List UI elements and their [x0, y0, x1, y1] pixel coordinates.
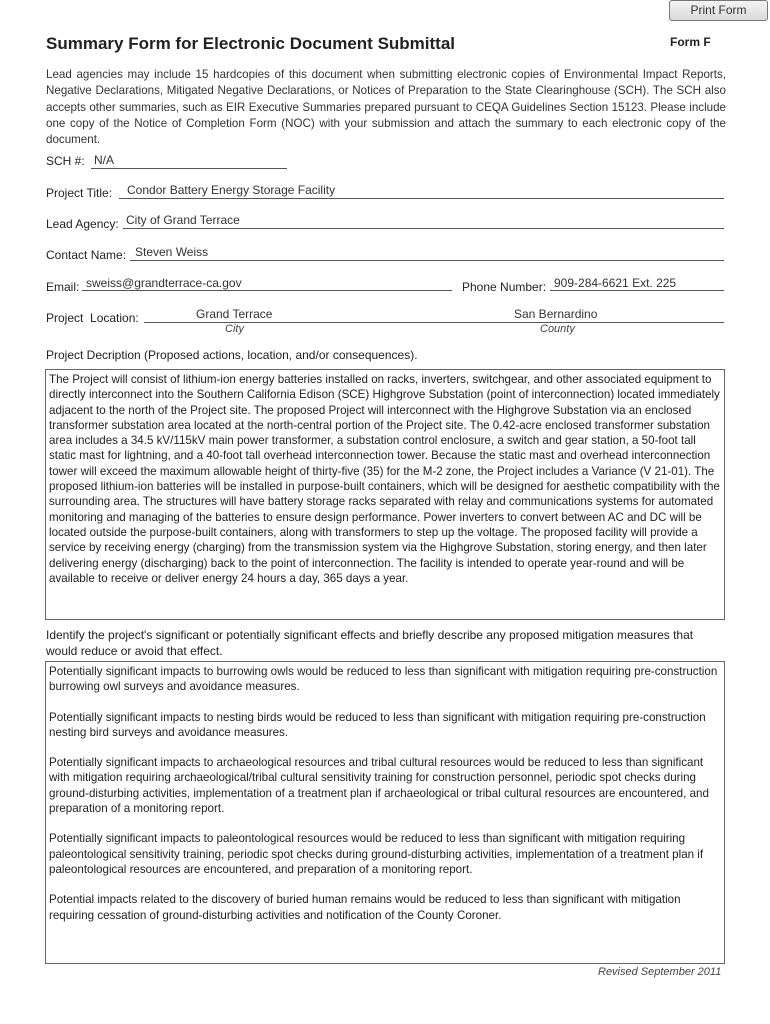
effects-paragraph: Potentially significant impacts to archaeological resources and tribal cultural resources would be reduced to less than significant with mitigation requiring archaeological/tribal cultural sensitivity training for construction personnel, periodic spot checks during ground-disturbing activities, implementation of a treatment plan if archaeological or tribal cultural resources are encountered, and preparation of a monitoring report. [49, 756, 709, 816]
revised-date: Revised September 2011 [598, 966, 722, 978]
description-textbox[interactable] [45, 369, 725, 620]
project-location-label: Project Location: [46, 311, 139, 325]
intro-paragraph: Lead agencies may include 15 hardcopies of this document when submitting electronic copies of Environmental Impact Reports, Negative Declarations, Mitigated Negative Declarations, or Notices of Preparation to the State Clearinghouse (SCH). The SCH also accepts other summaries, such as EIR Executive Summaries prepared pursuant to CEQA Guidelines Section 15123. Please include one copy of the Notice of Completion Form (NOC) with your submission and attach the summary to each electronic copy of the document. [46, 68, 726, 147]
email-underline [82, 290, 452, 291]
lead-agency-label: Lead Agency: [46, 217, 119, 231]
page-title: Summary Form for Electronic Document Submittal [46, 34, 456, 53]
description-prompt: Project Decription (Proposed actions, location, and/or consequences). [46, 348, 418, 362]
project-title-underline [119, 198, 724, 199]
lead-agency-underline [123, 228, 724, 229]
location-county-value[interactable]: San Bernardino [514, 307, 598, 321]
project-title-value[interactable]: Condor Battery Energy Storage Facility [127, 183, 336, 197]
county-caption: County [540, 323, 575, 335]
email-label: Email: [46, 280, 80, 294]
city-caption: City [225, 323, 244, 335]
phone-label: Phone Number: [462, 280, 547, 294]
effects-textbox[interactable] [45, 661, 725, 964]
effects-paragraph: Potentially significant impacts to paleontological resources would be reduced to less than significant with mitigation requiring paleontological sensitivity training, periodic spot checks during ground-disturbing activities, implementation of a treatment plan if paleontological resources are encountered, and preparation of a monitoring report. [49, 832, 704, 876]
description-text: The Project will consist of lithium-ion energy batteries installed on racks, inverters, switchgear, and other associated equipment to directly interconnect into the Southern California Edison (SCE) Highgrove Substation (point of interconnection) located immediately adjacent to the north of the Project site. The proposed Project will interconnect with the Highgrove Substation via an enclosed transformer substation area located at the north-central portion of the Project site. The 0.42-acre enclosed transformer substation area includes a 34.5 kV/115kV main power transformer, a substation control enclosure, a switch and gear station, a 50-foot tall static mast for lightning, and a 40-foot tall overhead interconnection tower. Because the static mast and overhead interconnection tower will exceed the maximum allowable height of thirty-five (35) for the M-2 zone, the Project includes a Variance (V 21-01). The proposed lithium-ion batteries will be installed in purpose-built containers, which will be designed for aesthetic compatibility with the surrounding area. The structures will have battery storage racks separated with relay and communications systems for automated monitoring and managing of the batteries to ensure design performance. Power inverters to convert between AC and DC will be located outside the purpose-built containers, along with transformers to step up the voltage. The proposed facility will provide a service by receiving energy (charging) from the transmission system via the Highgrove Substation, storing energy, and then later delivering energy (discharging) back to the point of interconnection. The facility is intended to operate year-round and will be available to receive or deliver energy 24 hours a day, 365 days a year. [49, 373, 720, 585]
effects-paragraph: Potentially significant impacts to nesting birds would be reduced to less than significant with mitigation requiring pre-construction nesting bird surveys and avoidance measures. [49, 710, 706, 739]
effects-paragraph: Potential impacts related to the discovery of buried human remains would be reduced to less than significant with mitigation requiring cessation of ground-disturbing activities and notification of the County Coroner. [49, 893, 681, 922]
contact-name-label: Contact Name: [46, 248, 127, 262]
contact-name-value[interactable]: Steven Weiss [135, 245, 209, 259]
sch-underline [91, 168, 287, 169]
print-form-button[interactable]: Print Form [669, 0, 768, 21]
project-title-label: Project Title: [46, 186, 113, 200]
email-value[interactable]: sweiss@grandterrace-ca.gov [86, 276, 242, 290]
form-id: Form F [670, 35, 711, 49]
phone-value[interactable]: 909-284-6621 Ext. 225 [554, 276, 677, 290]
effects-prompt: Identify the project's significant or potentially significant effects and briefly describe any proposed mitigation measures that would reduce or avoid that effect. [46, 628, 694, 658]
location-city-value[interactable]: Grand Terrace [196, 307, 273, 321]
contact-name-underline [130, 260, 724, 261]
sch-value[interactable]: N/A [94, 153, 115, 167]
sch-label: SCH #: [46, 154, 85, 168]
phone-underline [550, 290, 724, 291]
effects-paragraph: Potentially significant impacts to burrowing owls would be reduced to less than significant with mitigation requiring pre-construction burrowing owl surveys and avoidance measures. [49, 665, 718, 694]
lead-agency-value[interactable]: City of Grand Terrace [126, 213, 240, 227]
